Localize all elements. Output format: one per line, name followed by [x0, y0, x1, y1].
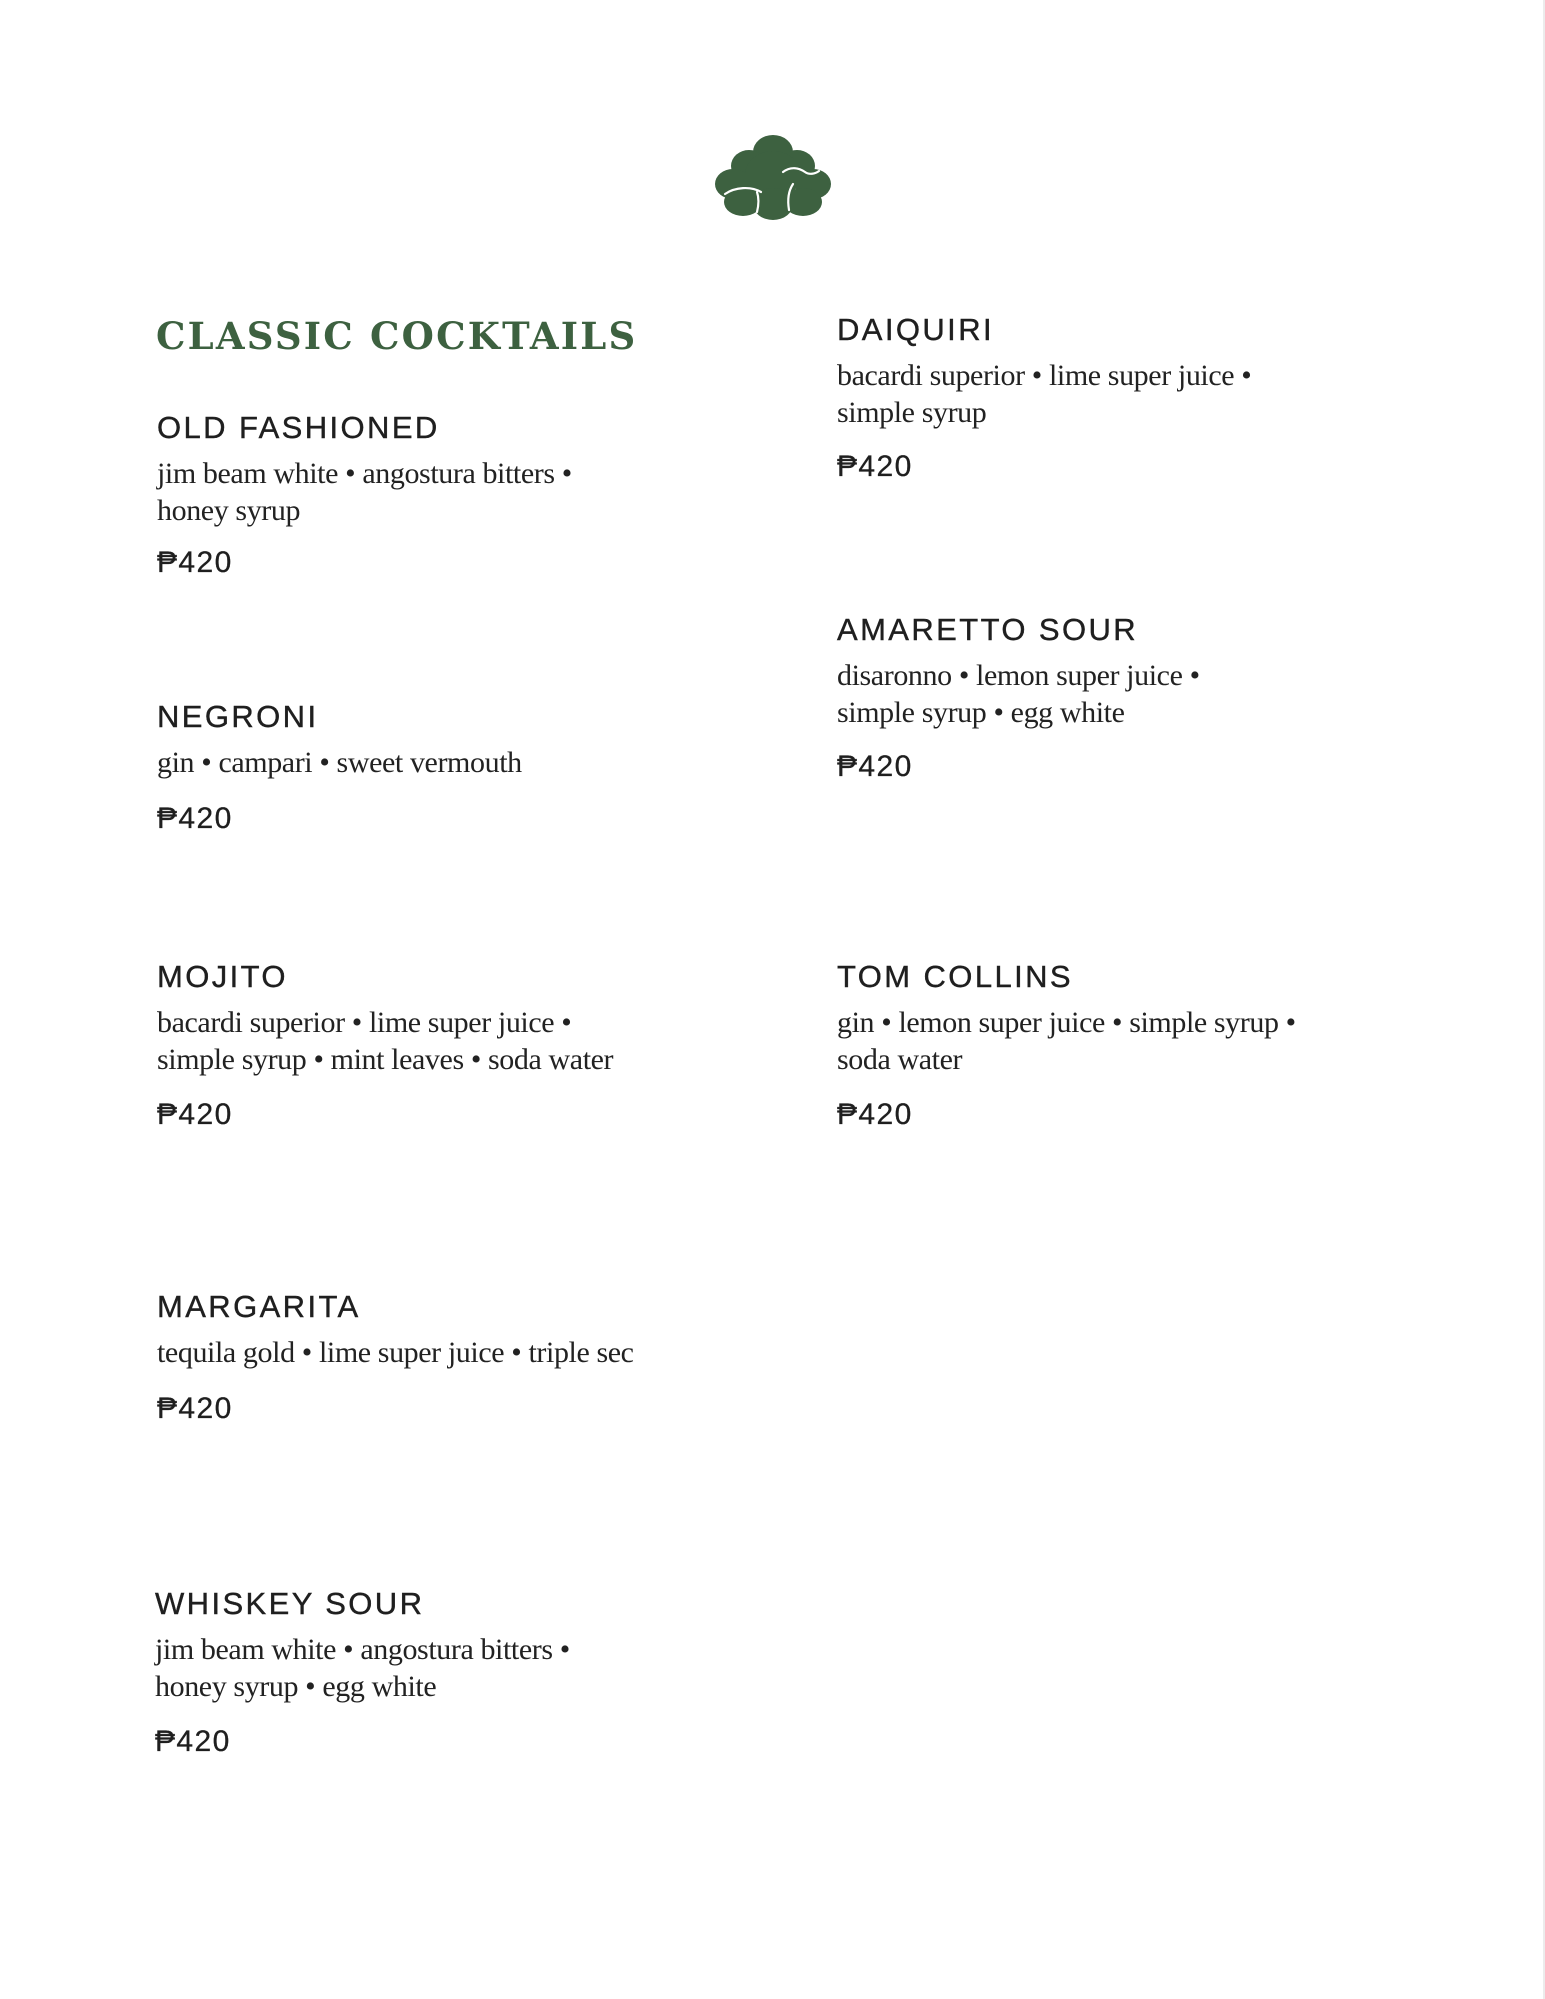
item-name: OLD FASHIONED: [157, 410, 440, 445]
item-description-line: simple syrup: [837, 395, 987, 429]
item-description: [157, 1335, 717, 1372]
item-description-line: soda water: [837, 1042, 963, 1076]
item-price: ₱420: [155, 1725, 231, 1758]
item-description-line: gin • campari • sweet vermouth: [157, 746, 522, 779]
item-name: MOJITO: [157, 959, 288, 994]
item-description: [157, 456, 717, 529]
item-description-line: honey syrup • egg white: [155, 1669, 437, 1703]
menu-item-amaretto-sour: [837, 612, 1397, 785]
item-description-line: jim beam white • angostura bitters •: [157, 457, 572, 490]
item-description: [837, 1005, 1397, 1078]
item-description-line: bacardi superior • lime super juice •: [837, 359, 1252, 392]
item-description: [155, 1632, 715, 1705]
menu-item-tom-collins: [837, 959, 1397, 1133]
section-title: CLASSIC COCKTAILS: [156, 314, 638, 358]
menu-item-mojito: [157, 959, 717, 1133]
item-name: TOM COLLINS: [837, 959, 1073, 994]
menu-item-daiquiri: [837, 312, 1397, 485]
item-price: ₱420: [157, 801, 233, 835]
menu-item-old-fashioned: [157, 410, 717, 581]
item-price: ₱420: [157, 546, 233, 579]
item-description-line: simple syrup • mint leaves • soda water: [157, 1042, 614, 1076]
item-name: NEGRONI: [157, 699, 319, 734]
item-description-line: disaronno • lemon super juice •: [837, 659, 1200, 692]
item-name: DAIQUIRI: [837, 312, 994, 347]
item-price: ₱420: [837, 750, 913, 783]
item-name: MARGARITA: [157, 1289, 361, 1324]
item-description-line: tequila gold • lime super juice • triple sec: [157, 1336, 634, 1369]
item-description: [157, 745, 717, 782]
item-description: [837, 658, 1397, 731]
item-name: WHISKEY SOUR: [155, 1586, 425, 1621]
item-price: ₱420: [157, 1391, 233, 1425]
item-description-line: bacardi superior • lime super juice •: [157, 1006, 572, 1039]
item-description-line: honey syrup: [157, 493, 301, 527]
item-name: AMARETTO SOUR: [837, 612, 1139, 647]
menu-item-margarita: [157, 1289, 717, 1427]
item-description: [837, 358, 1397, 431]
item-price: ₱420: [157, 1098, 233, 1131]
item-description: [157, 1005, 717, 1078]
item-price: ₱420: [837, 1098, 913, 1131]
menu-item-whiskey-sour: [155, 1586, 715, 1760]
item-description-line: jim beam white • angostura bitters •: [155, 1633, 570, 1666]
item-price: ₱420: [837, 450, 913, 483]
menu-item-negroni: [157, 699, 717, 837]
item-description-line: gin • lemon super juice • simple syrup •: [837, 1006, 1296, 1039]
item-description-line: simple syrup • egg white: [837, 695, 1125, 729]
cloud-clover-logo-icon: [713, 130, 833, 222]
